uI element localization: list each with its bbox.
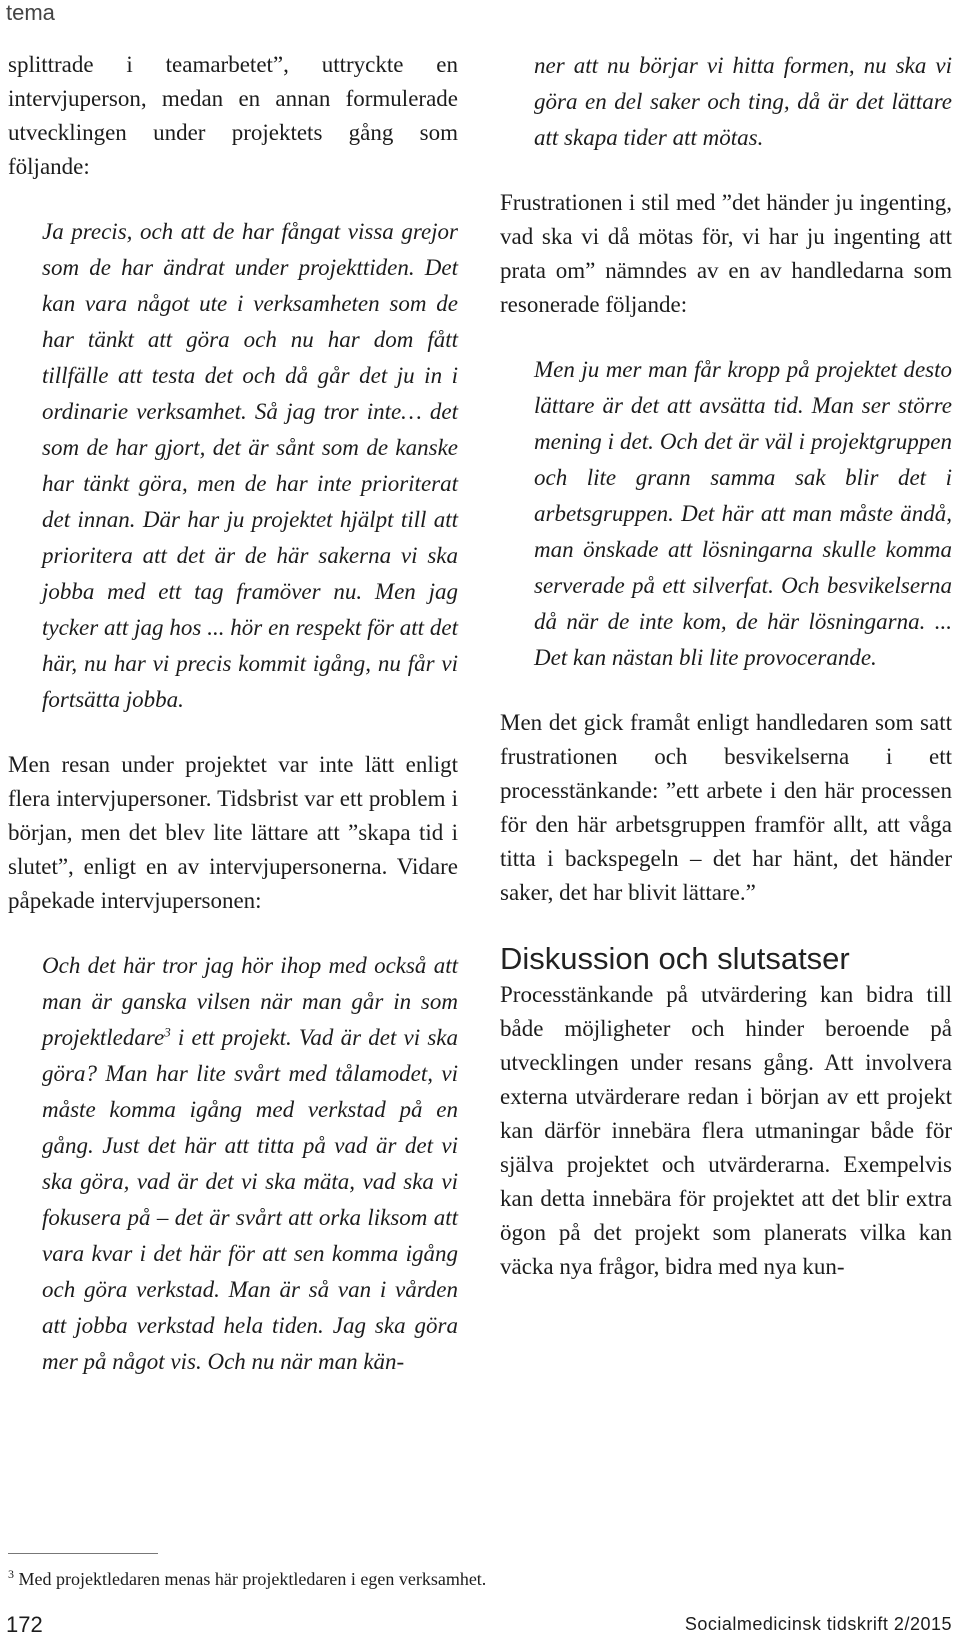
body-paragraph: Men resan under projektet var inte lätt enligt flera intervjupersoner. Tidsbrist var ett problem i början, men det blev lite lättare att ”skapa tid i slutet”, enligt en av intervjupersonerna. Vidare påpekade intervjupersonen: bbox=[8, 752, 458, 913]
right-column bbox=[500, 48, 952, 1284]
footnote-text: Med projektledaren menas här projektledaren i egen verksamhet. bbox=[14, 1569, 487, 1589]
footnote-number: 3 bbox=[8, 1567, 14, 1581]
footnote-ref: 3 bbox=[164, 1024, 171, 1040]
left-column bbox=[8, 48, 458, 1380]
body-paragraph: Men det gick framåt enligt handledaren som satt frustrationen och besvikelserna i ett processtänkande: ”ett arbete i den här processen för den här arbetsgruppen framför allt, att våga titta i backspegeln – det har hänt, det händer saker, det har blivit lättare.” bbox=[500, 710, 952, 905]
body-paragraph: Processtänkande på utvärdering kan bidra till både möjligheter och hinder beroende på utvecklingen under resans gång. Att involvera externa utvärderare redan i början av ett projekt kan därför innebära flera utmaningar både för själva projektet och utvärderarna. Exempelvis kan detta innebära för projektet att det blir extra ögon på det projekt som planerats vilka kan väcka nya frågor, bidra med nya kun- bbox=[500, 982, 952, 1279]
footnote bbox=[8, 1562, 486, 1591]
footnote-divider bbox=[8, 1553, 158, 1554]
quote-text: Och det här tror jag hör ihop med också att man är ganska vilsen när man går in som projektledare bbox=[42, 953, 458, 1050]
interview-quote bbox=[8, 948, 458, 1380]
journal-name: Socialmedicinsk tidskrift 2/2015 bbox=[684, 1614, 952, 1634]
interview-quote: ner att nu börjar vi hitta formen, nu ska vi göra en del saker och ting, då är det lättare att skapa tider att mötas. bbox=[534, 53, 952, 150]
quote-text: i ett projekt. Vad är det vi ska göra? Man har lite svårt med tålamodet, vi måste komma igång med verkstad på en gång. Just det här att titta på vad är det vi ska göra, vad är det vi ska mäta, vad ska vi fokusera på – det är svårt att orka liksom att vara kvar i det här för att sen komma igång och göra verkstad. Man är så van i vården att jobba verkstad hela tiden. Jag ska göra mer på något vis. Och nu när man kän- bbox=[42, 1025, 458, 1374]
section-label: tema bbox=[6, 0, 55, 25]
section-heading: Diskussion och slutsatser bbox=[500, 941, 850, 976]
page-number: 172 bbox=[6, 1612, 43, 1637]
body-paragraph: Frustrationen i stil med ”det händer ju ingenting, vad ska vi då mötas för, vi har ju ingenting att prata om” nämndes av en av handledarna som resonerade följande: bbox=[500, 190, 952, 317]
interview-quote: Men ju mer man får kropp på projektet desto lättare är det att avsätta tid. Man ser större mening i det. Och det är väl i projektgruppen och lite grann samma sak blir det i arbetsgruppen. Det här att man måste ändå, man önskade att lösningarna skulle komma serverade på ett silverfat. Och besvikelserna då när de inte kom, de här lösningarna. ... Det kan nästan bli lite provocerande. bbox=[534, 357, 952, 670]
body-paragraph: splittrade i teamarbetet”, uttryckte en intervjuperson, medan en annan formulerade utvecklingen under projektets gång som följande: bbox=[8, 52, 458, 179]
interview-quote: Ja precis, och att de har fångat vissa grejor som de har ändrat under projekttiden. Det kan vara något ute i verksamheten som de har tänkt att göra och nu har dom fått tillfälle att testa det och då går det ju in i ordinarie verksamhet. Så jag tror inte… det som de har gjort, det är sånt som de kanske har tänkt göra, men de har inte prioriterat det innan. Där har ju projektet hjälpt till att prioritera att det är de här sakerna vi ska jobba med ett tag framöver nu. Men jag tycker att jag hos ... hör en respekt för att det här, nu har vi precis kommit igång, nu får vi fortsätta jobba. bbox=[42, 219, 458, 712]
